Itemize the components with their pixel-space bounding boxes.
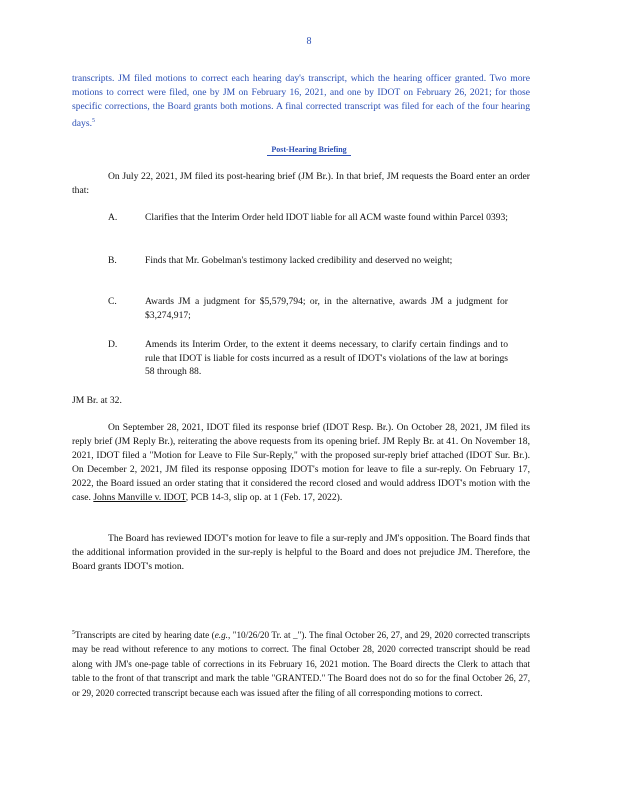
paragraph-july-text: On July 22, 2021, JM filed its post-hearing brief (JM Br.). In that brief, JM requests the Board enter an order that: (72, 171, 530, 196)
list-item (108, 254, 508, 268)
section-heading (0, 145, 618, 154)
list-item-text: Finds that Mr. Gobelman's testimony lacked credibility and deserved no weight; (145, 255, 453, 266)
footnote-marker: 5 (72, 630, 75, 636)
paragraph-board (72, 532, 530, 574)
intro-paragraph (72, 72, 530, 131)
footnote-ref: 5 (91, 118, 95, 124)
section-heading-text: Post-Hearing Briefing (267, 145, 350, 156)
list-item (108, 295, 508, 322)
case-name: Johns Manville v. IDOT (93, 492, 186, 503)
list-item-label: A. (108, 212, 118, 223)
citation: JM Br. at 32. (72, 395, 122, 406)
paragraph-september-text: On September 28, 2021, IDOT filed its response brief (IDOT Resp. Br.). On October 28, 2021, JM filed its reply brief (JM Reply Br.), reiterating the above requests from its opening brief. JM Reply Br. at 41. On November 18, 2021, IDOT filed a "Motion for Leave to File Sur-Reply," with the proposed sur-reply brief attached (IDOT Sur. Br.). On December 2, 2021, JM filed its response opposing IDOT's motion for leave to file a sur-reply. On February 17, 2022, the Board issued an order stating that it considered the record closed and would address IDOT's motion with the case. (72, 422, 530, 503)
paragraph-board-text: The Board has reviewed IDOT's motion for leave to file a sur-reply and JM's opposition. The Board finds that the additional information provided in the sur-reply is helpful to the Board and does not prejudice JM. Therefore, the Board grants IDOT's motion. (72, 533, 530, 572)
paragraph-september-cite: , PCB 14-3, slip op. at 1 (Feb. 17, 2022). (185, 492, 343, 503)
list-item-text: Clarifies that the Interim Order held IDOT liable for all ACM waste found within Parcel 0393; (145, 212, 508, 223)
footnote-eg: e.g. (214, 630, 228, 641)
list-item-label: C. (108, 296, 117, 307)
list-item-label: D. (108, 339, 118, 350)
list-item-text: Amends its Interim Order, to the extent it deems necessary, to clarify certain findings and to rule that IDOT is liable for costs incurred as a result of IDOT's violations of the law at borings 58 through 88. (145, 339, 508, 377)
footnote (72, 626, 530, 700)
paragraph-july (72, 170, 530, 198)
paragraph-september (72, 421, 530, 505)
list-item-text: Awards JM a judgment for $5,579,794; or, in the alternative, awards JM a judgment for $3,274,917; (145, 296, 508, 321)
footnote-text-start: Transcripts are cited by hearing date ( (75, 630, 215, 641)
intro-text: transcripts. JM filed motions to correct each hearing day's transcript, which the hearing officer granted. Two more motions to correct were filed, one by JM on February 16, 2021, and one by IDOT on February 26, 2021; for those specific corrections, the Board grants both motions. A final corrected transcript was filed for each of the four hearing days. (72, 73, 530, 130)
list-item (108, 338, 508, 379)
list-item (108, 211, 508, 225)
footnote-text-end: , "10/26/20 Tr. at _"). The final October 26, 27, and 29, 2020 corrected transcripts may be read without reference to any motions to correct. The final October 28, 2020 corrected transcript should be read along with JM's one-page table of corrections in its February 16, 2021 motion. The Board directs the Clerk to attach that table to the front of that transcript and mark the table "GRANTED." The Board does not do so for the final October 26, 27, or 29, 2020 corrected transcript because each was issued after the filing of all corresponding motions to correct. (72, 630, 530, 698)
list-item-label: B. (108, 255, 117, 266)
page-number: 8 (306, 36, 312, 47)
